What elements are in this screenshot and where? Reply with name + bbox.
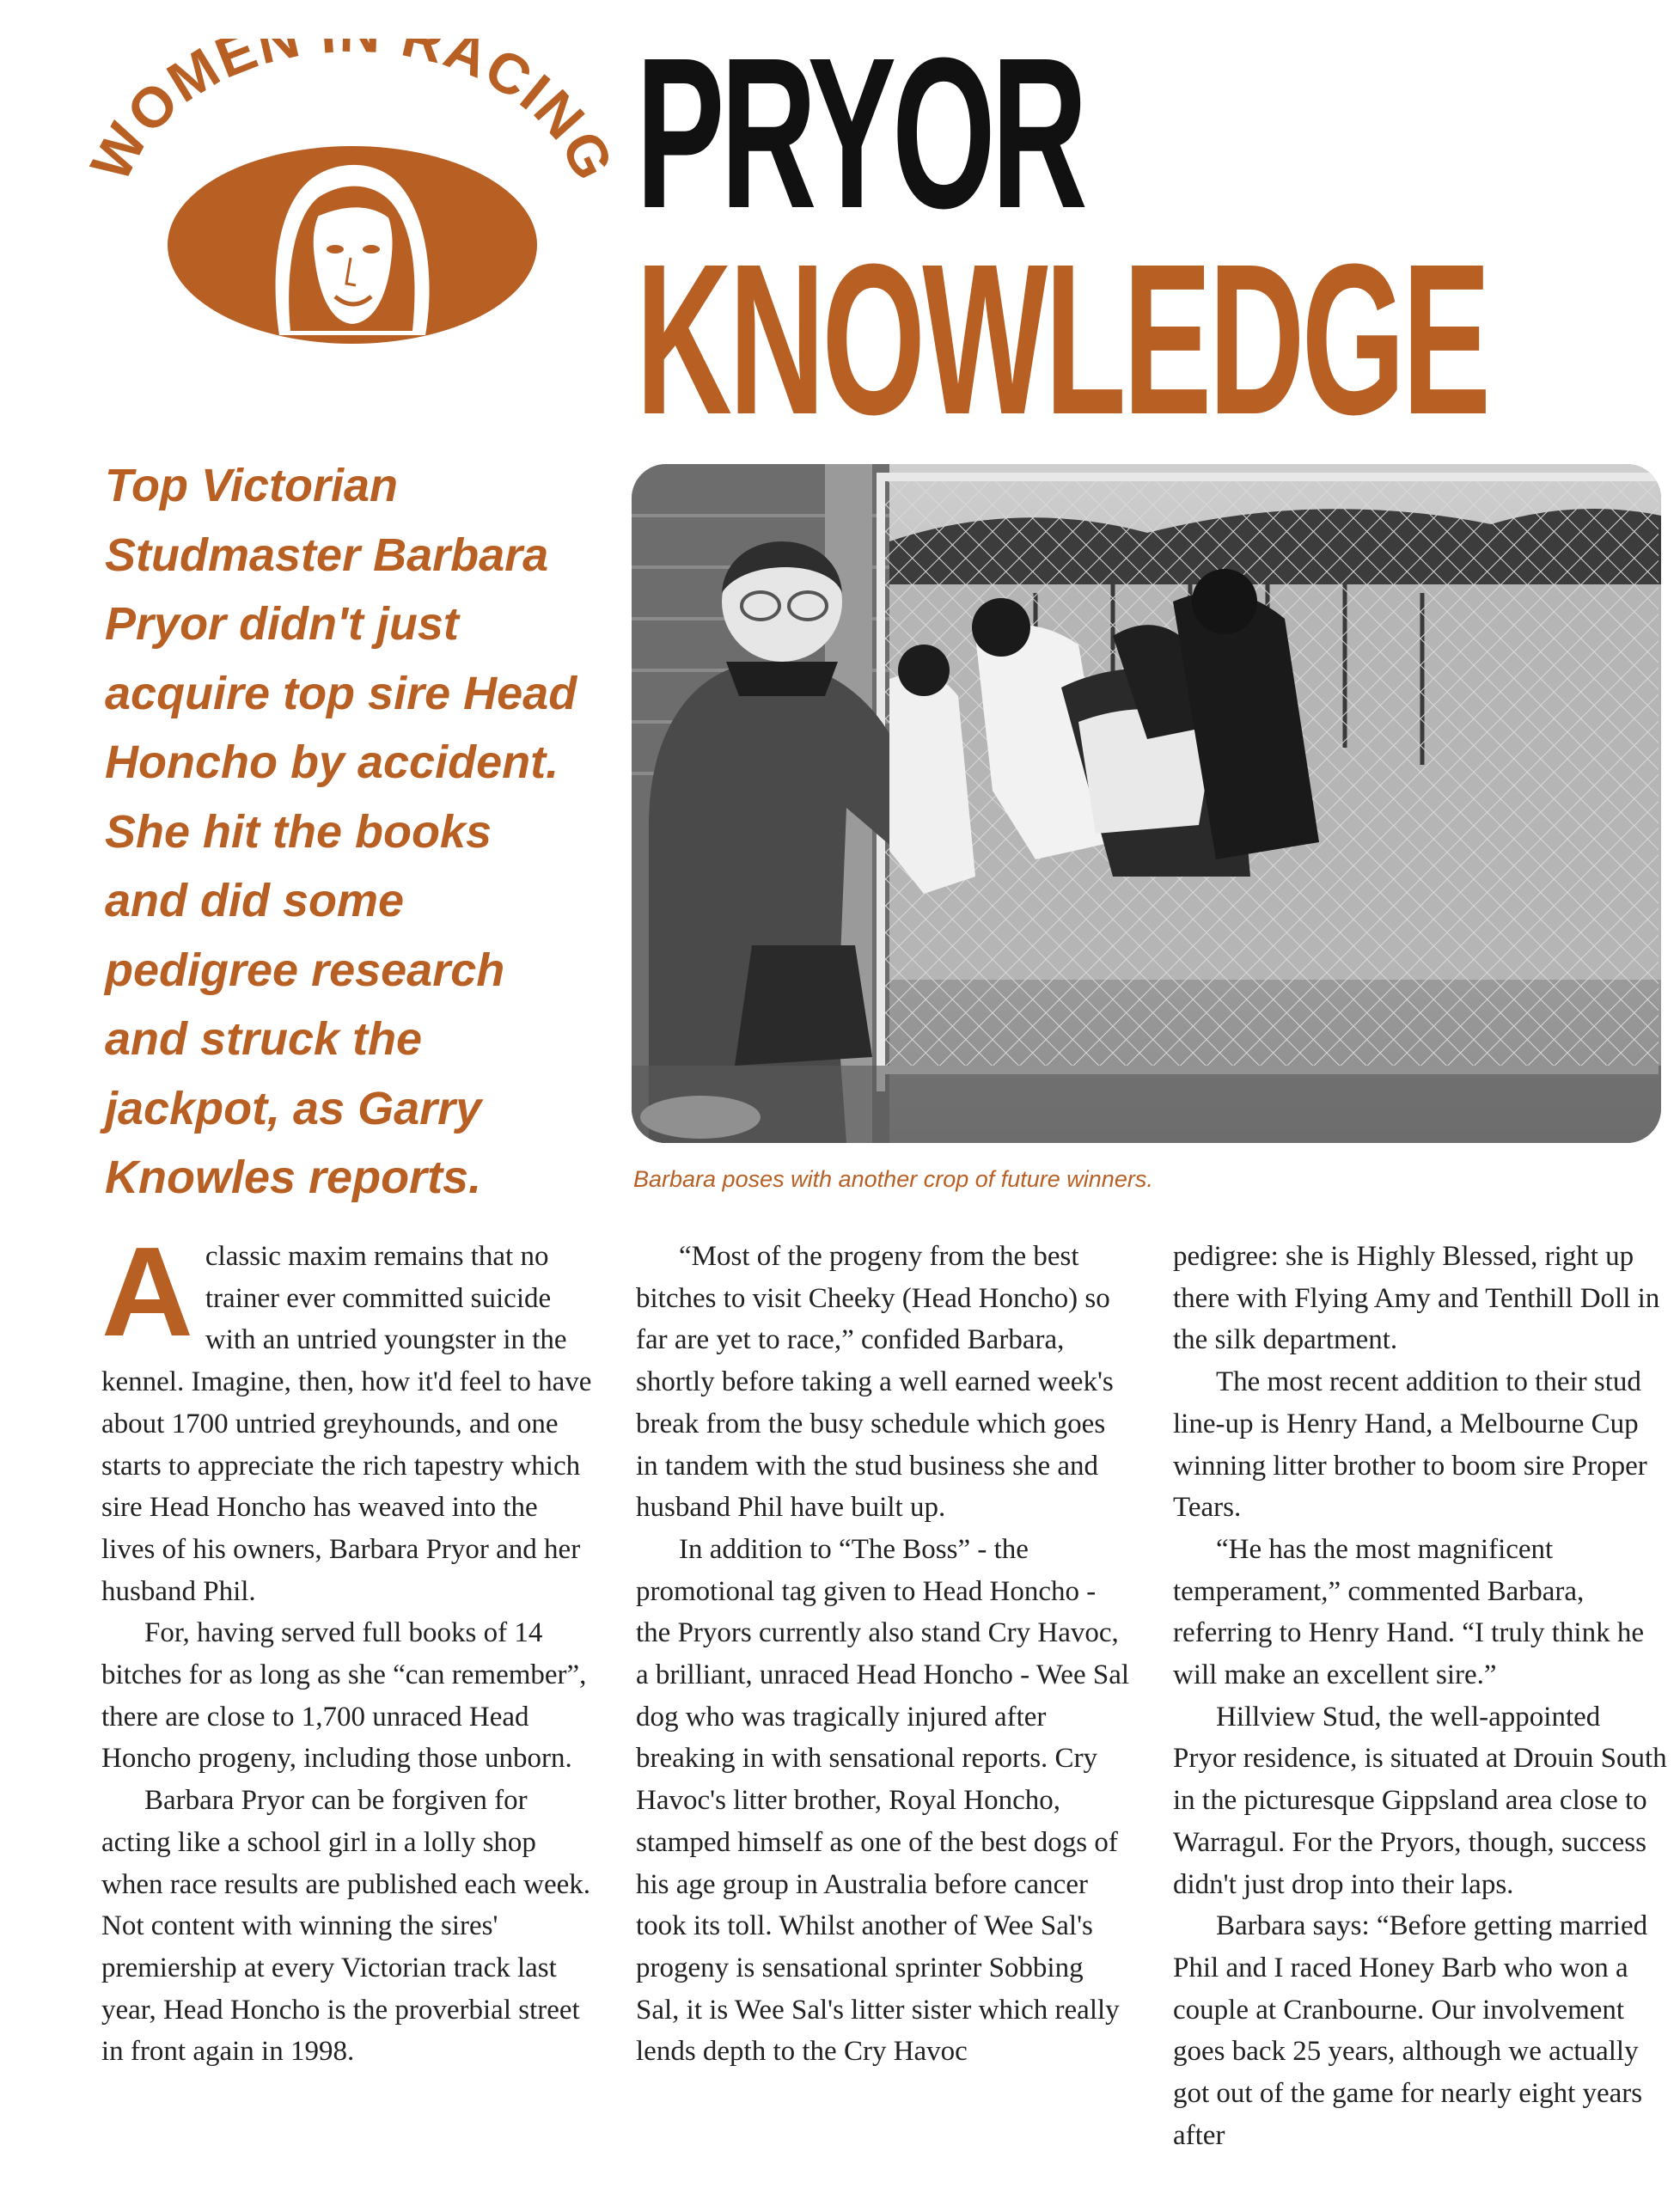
article-photo	[632, 464, 1661, 1143]
article-column-3	[1173, 1236, 1667, 2156]
paragraph: pedigree: she is Highly Blessed, right up there with Flying Amy and Tenthill Doll in the silk department.	[1173, 1241, 1660, 1356]
article-body	[0, 1236, 1680, 2200]
logo-arc-text: WOMEN RACIN	[86, 39, 598, 191]
photo-caption: Barbara poses with another crop of future winners.	[633, 1166, 1153, 1192]
paragraph: Barbara says: “Before getting married Phil and I raced Honey Barb who won a couple at Cranbourne. Our involvement goes back 25 years, although we actually got out of the game for nearly eight years after	[1173, 1910, 1648, 2151]
photo-illustration	[632, 464, 1661, 1143]
paragraph: In addition to “The Boss” - the promotional tag given to Head Honcho - the Pryors currently also stand Cry Havoc, a brilliant, unraced Head Honcho - Wee Sal dog who was tragically injured after breaking in with sensational reports. Cry Havoc's litter brother, Royal Honcho, stamped himself as one of the best dogs of his age group in Australia before cancer took its toll. Whilst another of Wee Sal's progeny is sensational sprinter Sobbing Sal, it is Wee Sal's litter sister which really lends depth to the Cry Havoc	[636, 1533, 1130, 2068]
paragraph: “Most of the progeny from the best bitches to visit Cheeky (Head Honcho) so far are yet to race,” confided Barbara, shortly before taking a well earned week's break from the busy schedule which goes in tandem with the stud business she and husband Phil have built up.	[636, 1241, 1114, 1524]
deck-standfirst: Top Victorian Studmaster Barbara Pryor didn't just acquire top sire Head Honcho by accident. She hit the books and did some pedigree research and struck the jackpot, as Garry Knowles reports.	[105, 460, 577, 1203]
article-column-2	[636, 1236, 1130, 2073]
paragraph: “He has the most magnificent temperament,” commented Barbara, referring to Henry Hand. “I truly think he will make an excellent sire.”	[1173, 1533, 1644, 1691]
paragraph	[101, 1236, 596, 1612]
headline	[636, 13, 1667, 459]
paragraph-text: classic maxim remains that no trainer ever committed suicide with an untried youngster in the kennel. Imagine, then, how it'd feel to have about 1700 untried greyhounds, and one starts to appreciate the rich tapestry which sire Head Honcho has weaved into the lives of his owners, Barbara Pryor and her husband Phil.	[101, 1241, 592, 1607]
article-column-1	[101, 1236, 596, 2073]
headline-line-2: KNOWLEDGE	[636, 219, 1488, 459]
women-in-racing-logo	[86, 39, 619, 348]
paragraph: Hillview Stud, the well-appointed Pryor residence, is situated at Drouin South in the picturesque Gippsland area close to Warragul. For the Pryors, though, success didn't just drop into their laps.	[1173, 1701, 1667, 1900]
paragraph: Barbara Pryor can be forgiven for acting like a school girl in a lolly shop when race results are published each week. Not content with winning the sires' premiership at every Victorian track last year, Head Honcho is the proverbial street in front again in 1998.	[101, 1785, 590, 2068]
paragraph: The most recent addition to their stud line-up is Henry Hand, a Melbourne Cup winning litter brother to boom sire Proper Tears.	[1173, 1366, 1647, 1524]
logo-graphic	[86, 39, 619, 348]
drop-cap: A	[101, 1236, 193, 1363]
headline-line-1: PRYOR	[636, 13, 1084, 253]
paragraph: For, having served full books of 14 bitches for as long as she “can remember”, there are close to 1,700 unraced Head Honcho progeny, including those unborn.	[101, 1617, 587, 1775]
